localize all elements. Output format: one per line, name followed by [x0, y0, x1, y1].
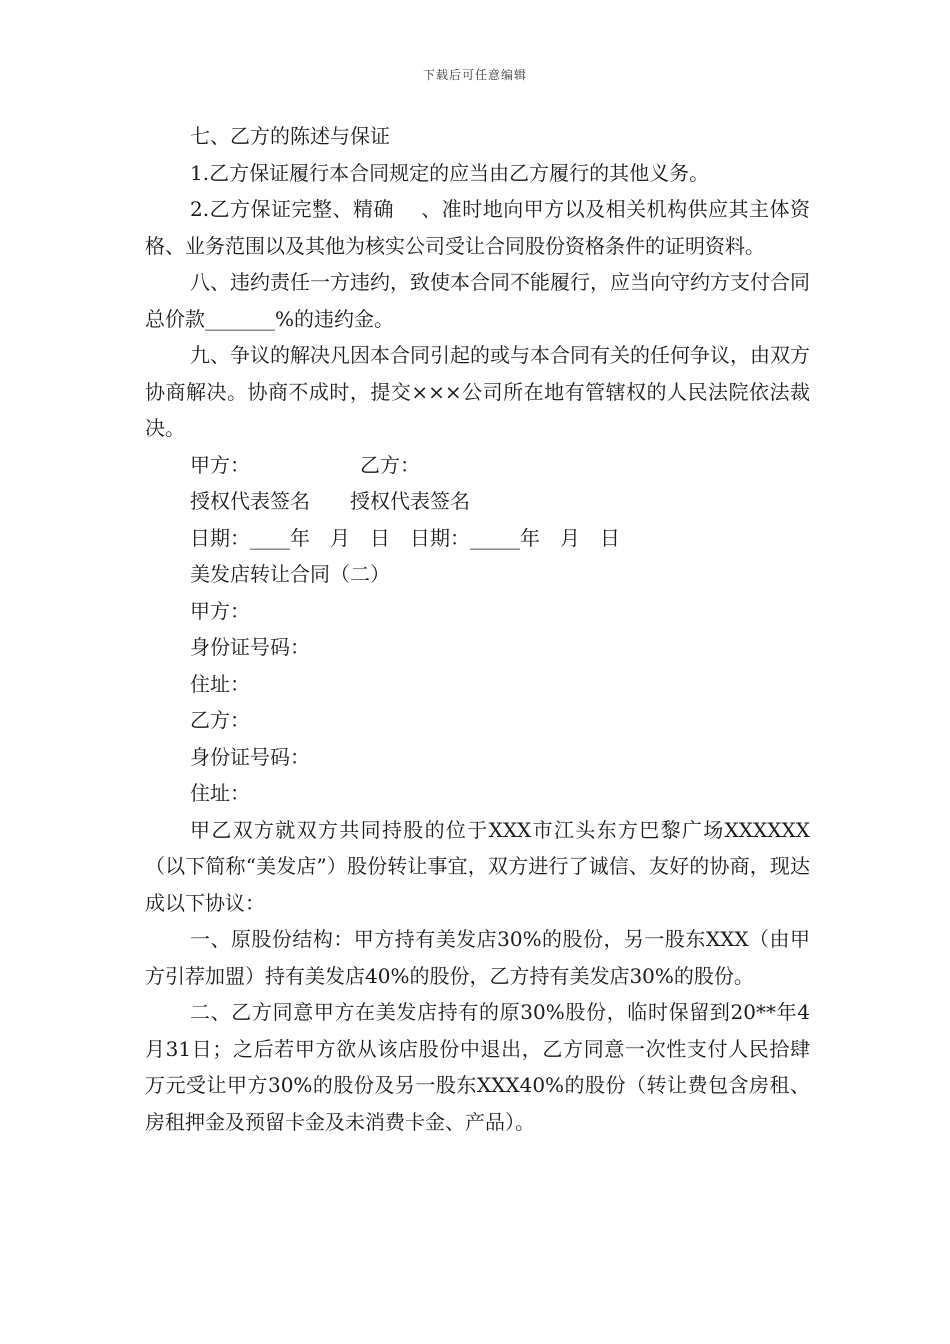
party-b-address: 住址： [190, 781, 250, 805]
party-a-label: 甲方： [190, 598, 250, 623]
party-b-id-number: 身份证号码： [190, 744, 310, 769]
section-7-title: 七、乙方的陈述与保证 [190, 124, 390, 148]
contract-2-preamble: 甲乙双方就双方共同持股的位于XXX市江头东方巴黎广场XXXXXX（以下简称“美发店”）股份转让事宜，双方进行了诚信、友好的协商，现达成以下协议： [145, 817, 810, 915]
section-7-clause-2: 2.乙方保证完整、精确 、准时地向甲方以及相关机构供应其主体资格、业务范围以及其他为核实公司受让合同股份资格条件的证明资料。 [145, 197, 810, 258]
contract-2-clause-1: 一、原股份结构：甲方持有美发店30%的股份，另一股东XXX（由甲方引荐加盟）持有美发店40%的股份，乙方持有美发店30%的股份。 [145, 927, 810, 988]
party-b-label: 乙方： [190, 708, 250, 732]
signature-parties: 甲方： 乙方： [190, 452, 420, 477]
contract-2-title: 美发店转让合同（二） [190, 562, 390, 586]
section-9-dispute: 九、争议的解决凡因本合同引起的或与本合同有关的任何争议，由双方协商解决。协商不成时，提交×××公司所在地有管辖权的人民法院依法裁决。 [145, 343, 810, 440]
party-a-address: 住址： [190, 671, 250, 696]
party-a-id-number: 身份证号码： [190, 635, 310, 659]
signature-representatives: 授权代表签名 授权代表签名 [190, 489, 470, 513]
contract-2-clause-2: 二、乙方同意甲方在美发店持有的原30%股份，临时保留到20**年4月31日；之后若甲方欲从该店股份中退出，乙方同意一次性支付人民拾肆万元受让甲方30%的股份及另一股东XXX40%的股份（转让费包含房租、房租押金及预留卡金及未消费卡金、产品）。 [145, 1000, 810, 1134]
signature-dates: 日期：____年 月 日 日期：_____年 月 日 [190, 525, 620, 550]
page-header-note: 下载后可任意编辑 [422, 68, 527, 82]
document-body [145, 118, 810, 1140]
section-8-breach: 八、违约责任一方违约，致使本合同不能履行，应当向守约方支付合同总价款_______%的违约金。 [145, 270, 810, 331]
section-7-clause-1: 1.乙方保证履行本合同规定的应当由乙方履行的其他义务。 [190, 160, 710, 185]
